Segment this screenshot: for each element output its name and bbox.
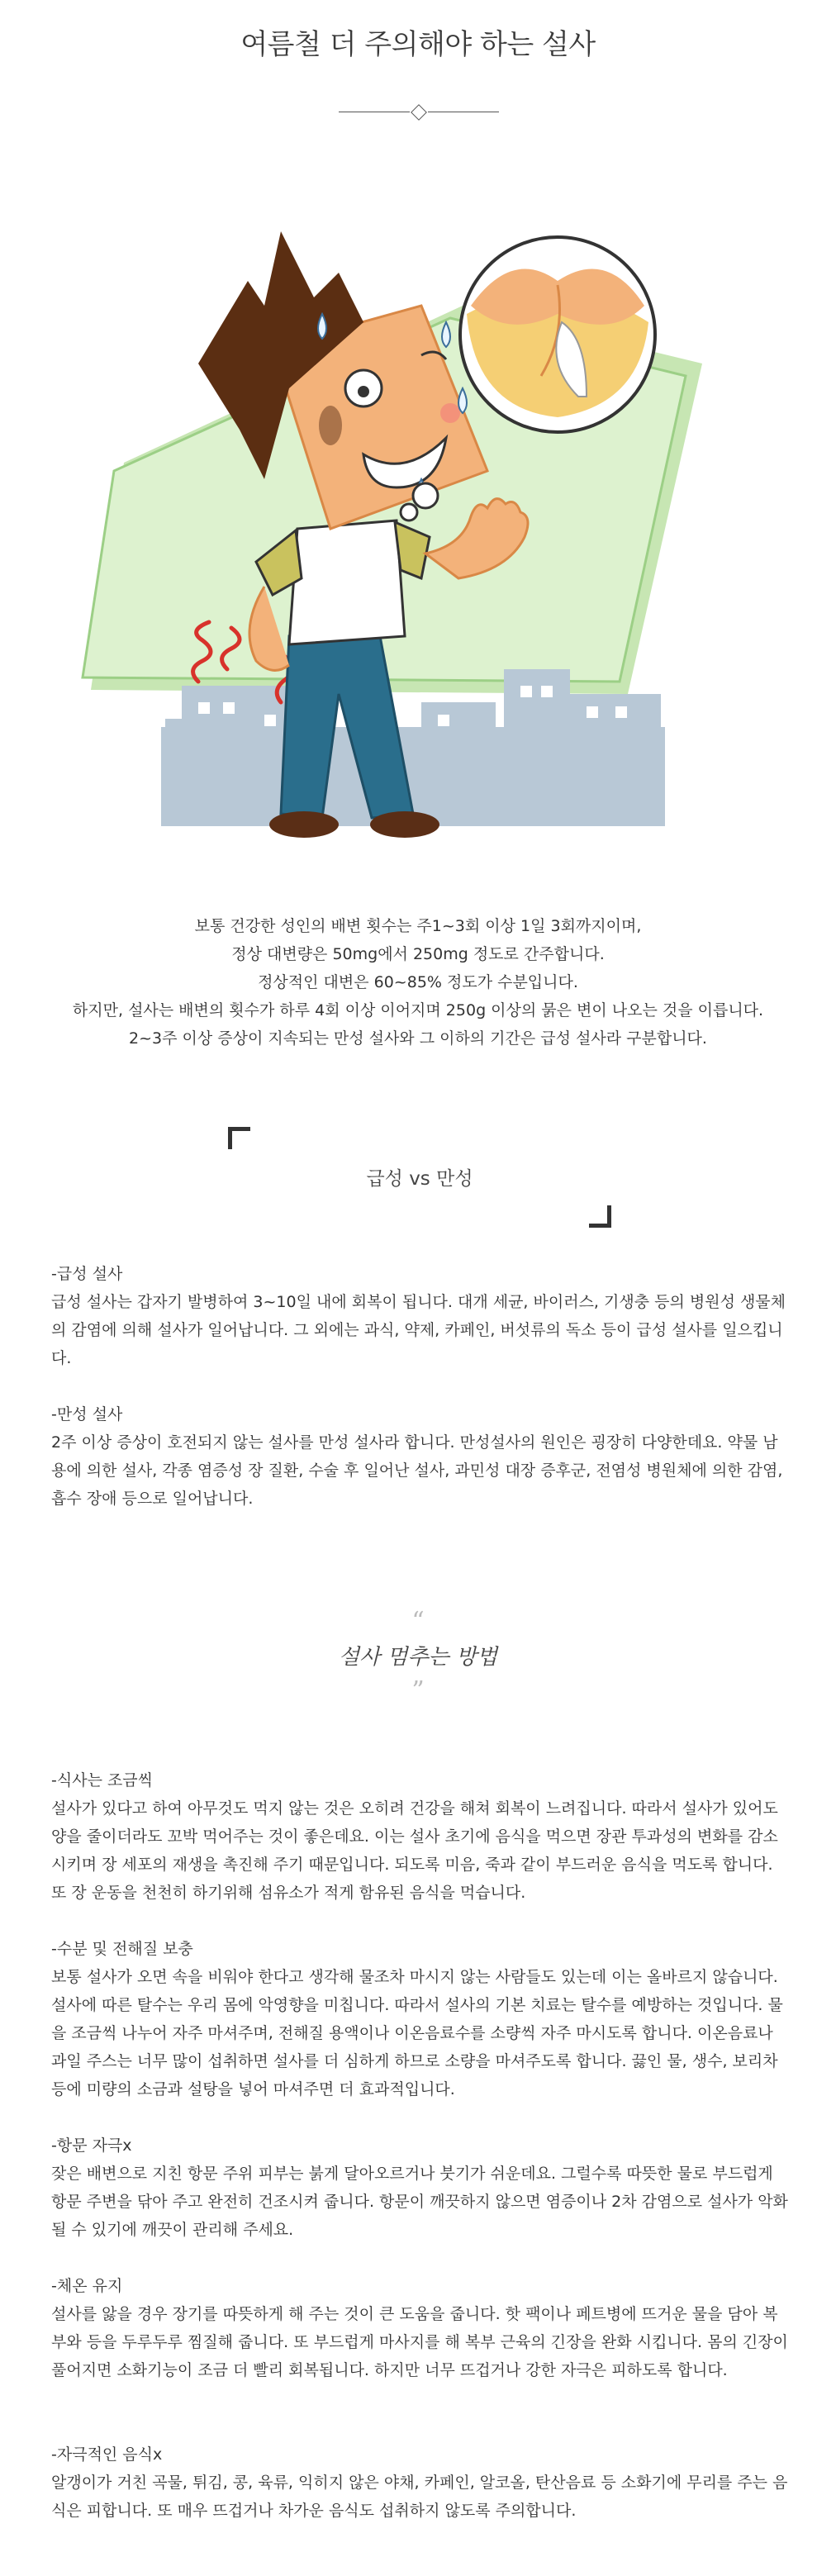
page-title: 여름철 더 주의해야 하는 설사: [240, 28, 596, 61]
section-heading: -항문 자극x: [51, 2136, 132, 2155]
section-body: 알갱이가 거친 곡물, 튀김, 콩, 육류, 익히지 않은 야채, 카페인, 알코올, 탄산음료 등 소화기에 무리를 주는 음식은 피합니다. 또 매우 뜨겁거나 차가운 음식도 섭취하지 않도록 주의합니다.: [51, 2474, 788, 2520]
section-heading: -만성 설사: [51, 1405, 123, 1423]
diamond-icon: [411, 104, 427, 121]
section-body: 보통 설사가 오면 속을 비워야 한다고 생각해 물조차 마시지 않는 사람들도 있는데 이는 올바르지 않습니다. 설사에 따른 탈수는 우리 몸에 악영향을 미칩니다. 따라서 설사의 기본 치료는 탈수를 예방하는 것입니다. 물을 조금씩 나누어 자주 마셔주며, 전해질 용액이나 이온음료수를 소량씩 자주 마시도록 합니다. 이온음료나 과일 주스는 너무 많이 섭취하면 설사를 더 심하게 하므로 소량을 마셔주도록 합니다. 끓인 물, 생수, 보리차 등에 미량의 소금과 설탕을 넣어 마셔주면 더 효과적입니다.: [51, 1968, 783, 2098]
title-divider: [339, 104, 499, 121]
hydration-section: [51, 1935, 788, 2103]
close-quote-icon: ”: [411, 1676, 425, 1705]
section-heading: -수분 및 전해질 보충: [51, 1940, 193, 1958]
section-body: 2주 이상 증상이 호전되지 않는 설사를 만성 설사라 합니다. 만성설사의 원인은 굉장히 다양한데요. 약물 남용에 의한 설사, 각종 염증성 장 질환, 수술 후 일어난 설사, 과민성 대장 증후군, 전염성 병원체에 의한 감염, 흡수 장애 등으로 일어납니다.: [51, 1433, 783, 1508]
body-temperature-section: [51, 2272, 788, 2384]
section-body: 급성 설사는 갑자기 발병하여 3~10일 내에 회복이 됩니다. 대개 세균, 바이러스, 기생충 등의 병원성 생물체의 감염에 의해 설사가 일어납니다. 그 외에는 과식, 약제, 카페인, 버섯류의 독소 등이 급성 설사를 일으킵니다.: [51, 1293, 786, 1367]
section-title: 급성 vs 만성: [366, 1168, 473, 1190]
spicy-food-section: [51, 2441, 788, 2525]
intro-text: [33, 912, 803, 1053]
quote-title-block: [0, 1609, 836, 1709]
section-heading: -체온 유지: [51, 2277, 123, 2295]
intro-line: 정상적인 대변은 60~85% 정도가 수분입니다.: [258, 973, 578, 991]
corner-bracket-icon: [228, 1127, 250, 1149]
intro-line: 보통 건강한 성인의 배변 횟수는 주1~3회 이상 1일 3회까지이며,: [194, 917, 642, 935]
intro-line: 정상 대변량은 50mg에서 250mg 정도로 간주합니다.: [231, 945, 605, 963]
small-meals-section: [51, 1766, 788, 1907]
section-body: 잦은 배변으로 지친 항문 주위 피부는 붉게 달아오르거나 붓기가 쉬운데요. 그럴수록 따뜻한 물로 부드럽게 항문 주변을 닦아 주고 완전히 건조시켜 줍니다. 항문이 깨끗하지 않으면 염증이나 2차 감염으로 설사가 악화될 수 있기에 깨끗이 관리해 주세요.: [51, 2165, 788, 2239]
open-quote-icon: “: [411, 1607, 425, 1636]
acute-diarrhea-section: [51, 1260, 788, 1372]
intro-line: 2~3주 이상 증상이 지속되는 만성 설사와 그 이하의 기간은 급성 설사라 구분합니다.: [129, 1029, 707, 1048]
corner-bracket-icon: [589, 1205, 611, 1228]
anal-care-section: [51, 2132, 788, 2244]
diarrhea-illustration: [74, 207, 760, 859]
section-body: 설사를 앓을 경우 장기를 따뜻하게 해 주는 것이 큰 도움을 줍니다. 핫 팩이나 페트병에 뜨거운 물을 담아 복부와 등을 두루두루 찜질해 줍니다. 또 부드럽게 마사지를 해 복부 근육의 긴장을 완화 시킵니다. 몸의 긴장이 풀어지면 소화기능이 조금 더 빨리 회복됩니다. 하지만 너무 뜨겁거나 강한 자극은 피하도록 합니다.: [51, 2305, 788, 2379]
section-heading: -급성 설사: [51, 1265, 123, 1283]
section-heading: -식사는 조금씩: [51, 1771, 154, 1789]
chronic-diarrhea-section: [51, 1400, 788, 1513]
section-body: 설사가 있다고 하여 아무것도 먹지 않는 것은 오히려 건강을 해쳐 회복이 느려집니다. 따라서 설사가 있어도 양을 줄이더라도 꼬박 먹어주는 것이 좋은데요. 이는 설사 초기에 음식을 먹으면 장관 투과성의 변화를 감소시키며 장 세포의 재생을 촉진해 주기 때문입니다. 되도록 미음, 죽과 같이 부드러운 음식을 먹도록 합니다. 또 장 운동을 천천히 하기위해 섬유소가 적게 함유된 음식을 먹습니다.: [51, 1799, 778, 1902]
section-title-box: [228, 1127, 611, 1228]
section-title: 설사 멈추는 방법: [338, 1645, 498, 1670]
intro-line: 하지만, 설사는 배변의 횟수가 하루 4회 이상 이어지며 250g 이상의 묽은 변이 나오는 것을 이릅니다.: [72, 1001, 764, 1019]
section-heading: -자극적인 음식x: [51, 2445, 163, 2464]
